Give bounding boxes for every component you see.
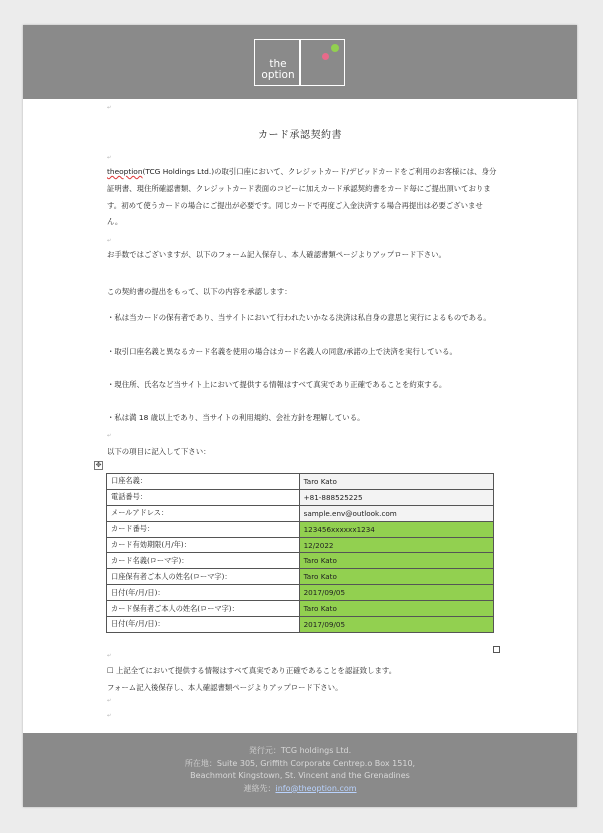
form-field-date[interactable]: 2017/09/05 bbox=[299, 585, 493, 601]
form-label: 口座名義： bbox=[107, 474, 300, 490]
table-row bbox=[107, 489, 494, 505]
intro-paragraph bbox=[107, 164, 497, 231]
footer-address-line-2: Beachmont Kingstown, St. Vincent and the Grenadines bbox=[190, 771, 410, 780]
form-field-phone[interactable]: +81-888525225 bbox=[299, 489, 493, 505]
card-form-table bbox=[106, 473, 494, 633]
form-label: カード番号： bbox=[107, 521, 300, 537]
table-row bbox=[107, 553, 494, 569]
bullet-item: ・現住所、氏名など当サイト上において提供する情報はすべて真実であり正確であることを約束する。 bbox=[107, 380, 447, 389]
fill-prompt: 以下の項目に記入して下さい： bbox=[107, 447, 211, 456]
document-title: カード承認契約書 bbox=[258, 130, 342, 141]
footer-address-line-1: 所在地：Suite 305, Griffith Corporate Centrep.o Box 1510, bbox=[184, 758, 416, 768]
document-page bbox=[23, 25, 577, 807]
closing-line: フォーム記入後保存し、本人確認書類ページよりアップロード下さい。 bbox=[107, 683, 343, 692]
document-header bbox=[23, 25, 577, 99]
request-paragraph: お手数ではございますが、以下のフォーム記入保存し、本人確認書類ページよりアップロード下さい。 bbox=[107, 250, 446, 259]
form-label: メールアドレス： bbox=[107, 505, 300, 521]
table-resize-handle[interactable] bbox=[493, 646, 500, 653]
document-footer bbox=[23, 733, 577, 807]
form-field-account-holder-name[interactable]: Taro Kato bbox=[299, 569, 493, 585]
form-label: 日付(年/月/日)： bbox=[107, 585, 300, 601]
table-row bbox=[107, 569, 494, 585]
paragraph-mark: ↵ bbox=[107, 105, 112, 111]
certify-checkbox-line[interactable]: ☐ 上記全てにおいて提供する情報はすべて真実であり正確であることを認証致します。 bbox=[107, 666, 397, 675]
brand-name: theoption bbox=[107, 167, 143, 176]
form-field-card-name[interactable]: Taro Kato bbox=[299, 553, 493, 569]
form-field-email[interactable]: sample.env@outlook.com bbox=[299, 505, 493, 521]
bullet-item: ・私は満 18 歳以上であり、当サイトの利用規約、会社方針を理解している。 bbox=[107, 413, 365, 422]
logo-green-dot bbox=[331, 44, 339, 52]
form-field-account-name[interactable]: Taro Kato bbox=[299, 474, 493, 490]
paragraph-mark: ↵ bbox=[107, 238, 112, 244]
paragraph-mark: ↵ bbox=[107, 698, 112, 704]
table-row bbox=[107, 521, 494, 537]
footer-issuer: 発行元：TCG holdings Ltd. bbox=[248, 746, 352, 755]
footer-contact bbox=[23, 783, 577, 796]
intro-text: (TCG Holdings Ltd.)の取引口座において、クレジットカード/デビッドカードをご利用のお客様には、身分証明書、現住所確認書類、クレジットカード表面のコピーに加えカード承認契約書をカード毎にご提出頂いております。初めて使うカードの場合にご提出が必要です。同じカードで再度ご入金決済する場合再提出は必要ございません。 bbox=[107, 167, 497, 227]
table-row bbox=[107, 601, 494, 617]
approve-line: この契約書の提出をもって、以下の内容を承認します： bbox=[107, 287, 292, 296]
table-row bbox=[107, 617, 494, 633]
table-move-handle[interactable]: ✥ bbox=[95, 461, 102, 469]
bullet-item: ・取引口座名義と異なるカード名義を使用の場合はカード名義人の同意/承諾の上で決済を実行している。 bbox=[107, 347, 457, 356]
form-field-card-holder-name[interactable]: Taro Kato bbox=[299, 601, 493, 617]
paragraph-mark: ↵ bbox=[107, 713, 112, 719]
logo-word-the: the bbox=[269, 58, 287, 70]
form-field-date[interactable]: 2017/09/05 bbox=[299, 617, 493, 633]
bullet-item: ・私は当カードの保有者であり、当サイトにおいて行われたいかなる決済は私自身の意思と実行によるものである。 bbox=[107, 313, 491, 322]
table-row bbox=[107, 474, 494, 490]
form-label: 電話番号： bbox=[107, 489, 300, 505]
paragraph-mark: ↵ bbox=[107, 653, 112, 659]
table-row bbox=[107, 537, 494, 553]
form-field-card-expiry[interactable]: 12/2022 bbox=[299, 537, 493, 553]
paragraph-mark: ↵ bbox=[107, 155, 112, 161]
table-row bbox=[107, 585, 494, 601]
logo-divider bbox=[299, 40, 301, 85]
footer-contact-email-link[interactable]: info@theoption.com bbox=[275, 783, 357, 793]
form-label: 日付(年/月/日)： bbox=[107, 617, 300, 633]
form-label: 口座保有者ご本人の姓名(ローマ字)： bbox=[107, 569, 300, 585]
form-field-card-number[interactable]: 123456xxxxxx1234 bbox=[299, 521, 493, 537]
logo-word-option: option bbox=[261, 69, 295, 81]
table-row bbox=[107, 505, 494, 521]
footer-contact-label: 連絡先： bbox=[243, 783, 276, 793]
theoption-logo bbox=[254, 39, 345, 86]
form-label: カード保有者ご本人の姓名(ローマ字)： bbox=[107, 601, 300, 617]
logo-pink-dot bbox=[322, 53, 329, 60]
form-label: カード名義(ローマ字)： bbox=[107, 553, 300, 569]
paragraph-mark: ↵ bbox=[107, 433, 112, 439]
form-label: カード有効期限(月/年)： bbox=[107, 537, 300, 553]
